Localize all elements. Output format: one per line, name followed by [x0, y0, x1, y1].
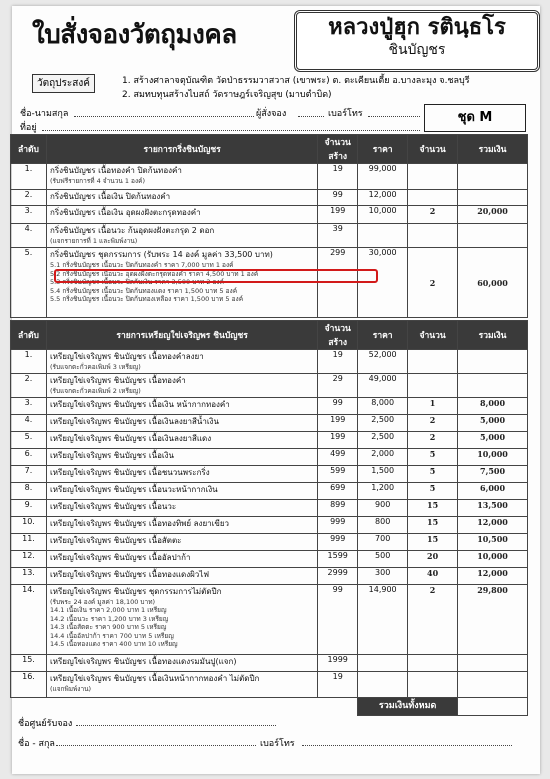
phone-field[interactable] [368, 116, 420, 117]
row-no: 13. [11, 568, 47, 585]
row-no: 6. [11, 449, 47, 466]
row-price: 14,900 [358, 585, 408, 655]
col-qty: จำนวน [408, 321, 458, 350]
row-made: 1599 [318, 551, 358, 568]
row-price: 900 [358, 500, 408, 517]
row-item: กริ่งชินบัญชร เนื้อเงิน ปิดก้นทองคำ [46, 190, 317, 206]
col-made: จำนวนสร้าง [318, 135, 358, 164]
col-total: รวมเงิน [458, 135, 528, 164]
row-total[interactable] [458, 350, 528, 374]
receiver-field[interactable] [76, 725, 276, 726]
row-item: กริ่งชินบัญชร เนื้อเงิน อุดผงฝังตะกรุดทองคำ [46, 206, 317, 224]
coin-items-table [10, 320, 528, 716]
table-row [11, 585, 528, 655]
row-item: เหรียญใข่เจริญพร ชินบัญชร เนื้อนวะหน้ากากเงิน [46, 483, 317, 500]
table-row [11, 500, 528, 517]
table-row [11, 164, 528, 190]
row-item: กริ่งชินบัญชร เนื้อนวะ ก้นอุดผงฝังตะกรุด 2 ดอก (แจกรายการที่ 1 และพิมพ์งาน) [46, 224, 317, 248]
row-total[interactable]: 20,000 [458, 206, 528, 224]
row-total[interactable]: 7,500 [458, 466, 528, 483]
row-no: 1. [11, 164, 47, 190]
row-made: 999 [318, 517, 358, 534]
row-price: 1,200 [358, 483, 408, 500]
row-item: เหรียญใข่เจริญพร ชินบัญชร เนื้ออัลปาก้า [46, 551, 317, 568]
receiver-label: ชื่อศูนย์รับจอง [18, 719, 73, 729]
address-field[interactable] [42, 130, 420, 131]
row-price: 30,000 [358, 248, 408, 318]
col-no: ลำดับ [11, 135, 47, 164]
row-price: 12,000 [358, 190, 408, 206]
row-made: 599 [318, 466, 358, 483]
row-item: เหรียญใข่เจริญพร ชินบัญชร ชุดกรรมการไม่ตัดปีก (รับพระ 24 องค์ มูลค่า 18,100 บาท) 14.1 เนื้อเงิน ราคา 2,000 บาท 1 เหรียญ 14.2 เนื้อนวะ ราคา 1,200 บาท 3 เหรียญ 14.3 เนื้อสัตตะ ราคา 900 บาท 5 เหรียญ 14.4 เนื้ออัลปาก้า ราคา 700 บาท 5 เหรียญ 14.5 เนื้อทองแดง ราคา 400 บาท 10 เหรียญ [46, 585, 317, 655]
row-made: 19 [318, 164, 358, 190]
row-price: 300 [358, 568, 408, 585]
table-row [11, 398, 528, 415]
row-made: 299 [318, 248, 358, 318]
row-made: 199 [318, 415, 358, 432]
brand-name: หลวงปู่ฮุก รตินฺธโร [328, 15, 506, 40]
name-label: ชื่อ-นามสกุล [20, 109, 69, 119]
subitem: 5.3 กริ่งชินบัญชร เนื้อนวะ ปิดก้นเงิน ราคา 3,500 บาท 2 องค์ [49, 278, 224, 286]
row-qty[interactable] [408, 655, 458, 672]
row-no: 4. [11, 224, 47, 248]
row-no: 1. [11, 350, 47, 374]
row-price: 10,000 [358, 206, 408, 224]
row-item: เหรียญใข่เจริญพร ชินบัญชร เนื้อเงิน [46, 449, 317, 466]
row-qty[interactable]: 40 [408, 568, 458, 585]
row-total[interactable]: 60,000 [458, 248, 528, 318]
name-field[interactable] [74, 116, 254, 117]
objective-tag: วัตถุประสงค์ [32, 74, 95, 93]
row-qty[interactable]: 1 [408, 398, 458, 415]
row-qty[interactable] [408, 164, 458, 190]
row-price: 99,000 [358, 164, 408, 190]
row-price: 52,000 [358, 350, 408, 374]
table-row [11, 534, 528, 551]
footer-name-label: ชื่อ - สกุล [18, 739, 55, 749]
row-qty[interactable]: 15 [408, 534, 458, 551]
footer-phone-label: เบอร์โทร [260, 739, 295, 749]
row-qty[interactable] [408, 350, 458, 374]
row-made: 499 [318, 449, 358, 466]
objective-1: 1. สร้างศาลาจตุบัณฑิต วัดป่าธรรมวาสวาส (เขาพระ) ต. ตะเคียนเตี้ย อ.บางละมุง จ.ชลบุรี [122, 76, 470, 86]
col-made: จำนวนสร้าง [318, 321, 358, 350]
col-item: รายการกริ่งชินบัญชร [46, 135, 317, 164]
table-row [11, 350, 528, 374]
row-no: 9. [11, 500, 47, 517]
row-no: 12. [11, 551, 47, 568]
row-item: เหรียญใข่เจริญพร ชินบัญชร เนื้อชนวนพระกริ่ง [46, 466, 317, 483]
table-row [11, 672, 528, 698]
brand-logo-box [294, 10, 540, 72]
subitem: 5.1 กริ่งชินบัญชร เนื้อนวะ ปิดก้นทองคำ ราคา 7,000 บาท 1 องค์ [49, 261, 234, 269]
table-row [11, 466, 528, 483]
row-total[interactable]: 10,500 [458, 534, 528, 551]
row-price: 700 [358, 534, 408, 551]
row-qty[interactable] [408, 190, 458, 206]
row-item: เหรียญใข่เจริญพร ชินบัญชร เนื้อเงินหน้ากากทองคำ ไม่ตัดปีก (แจกพิมพ์งาน) [46, 672, 317, 698]
row-no: 10. [11, 517, 47, 534]
row-item: เหรียญใข่เจริญพร ชินบัญชร เนื้อทองคำ (รับแจกตะกั่วคอเพิมพ์ 2 เหรียญ) [46, 374, 317, 398]
row-no: 7. [11, 466, 47, 483]
row-qty[interactable]: 20 [408, 551, 458, 568]
table-row [11, 517, 528, 534]
row-price: 2,000 [358, 449, 408, 466]
row-no: 14. [11, 585, 47, 655]
subitem: 14.5 เนื้อทองแดง ราคา 400 บาท 10 เหรียญ [49, 640, 178, 648]
row-no: 16. [11, 672, 47, 698]
row-no: 3. [11, 206, 47, 224]
row-item: กริ่งชินบัญชร เนื้อทองคำ ปิดก้นทองคำ (รับฟรีรายการที่ 4 จำนวน 1 องค์) [46, 164, 317, 190]
table-row [11, 224, 528, 248]
row-no: 5. [11, 432, 47, 449]
col-price: ราคา [358, 135, 408, 164]
subitem: 5.2 กริ่งชินบัญชร เนื้อนวะ อุดผงฝังตะกรุดทองคำ ราคา 4,500 บาท 1 องค์ [49, 269, 259, 278]
set-label-box: ชุด M [424, 104, 526, 132]
row-price: 1,500 [358, 466, 408, 483]
row-item: เหรียญใข่เจริญพร ชินบัญชร เนื้อนวะ [46, 500, 317, 517]
table-row [11, 374, 528, 398]
col-total: รวมเงิน [458, 321, 528, 350]
krin-items-table [10, 134, 528, 318]
highlight-circle [54, 269, 378, 283]
subitem: 14.1 เนื้อเงิน ราคา 2,000 บาท 1 เหรียญ [49, 606, 167, 614]
col-no: ลำดับ [11, 321, 47, 350]
row-qty[interactable] [408, 374, 458, 398]
row-total[interactable]: 12,000 [458, 568, 528, 585]
form-title: ใบสั่งจองวัตถุมงคล [32, 20, 237, 50]
row-price [358, 672, 408, 698]
subitem: 14.4 เนื้ออัลปาก้า ราคา 700 บาท 5 เหรียญ [49, 631, 174, 640]
table-row [11, 432, 528, 449]
subitem: 14.2 เนื้อนวะ ราคา 1,200 บาท 3 เหรียญ [49, 614, 169, 623]
table-row [11, 206, 528, 224]
footer-phone-field[interactable] [302, 745, 512, 746]
subitem: 5.4 กริ่งชินบัญชร เนื้อนวะ ปิดก้นทองแดง ราคา 1,500 บาท 5 องค์ [49, 286, 238, 295]
footer-name-field[interactable] [56, 745, 256, 746]
row-item: เหรียญใข่เจริญพร ชินบัญชร เนื้อสัตตะ [46, 534, 317, 551]
row-qty[interactable]: 5 [408, 449, 458, 466]
objectives [122, 74, 470, 102]
row-total[interactable]: 5,000 [458, 415, 528, 432]
grand-total-label: รวมเงินทั้งหมด [358, 698, 458, 716]
row-price: 2,500 [358, 415, 408, 432]
row-no: 11. [11, 534, 47, 551]
row-item: เหรียญใข่เจริญพร ชินบัญชร เนื้อทองแดงผิวไฟ [46, 568, 317, 585]
objective-2: 2. สมทบทุนสร้างไบสถ์ วัดราษฎร์เจริญสุข (มาบตำบิด) [122, 90, 332, 100]
row-qty[interactable]: 2 [408, 415, 458, 432]
row-made: 99 [318, 398, 358, 415]
row-qty[interactable]: 2 [408, 248, 458, 318]
row-qty[interactable]: 2 [408, 206, 458, 224]
grand-total-row [11, 698, 528, 716]
row-qty[interactable]: 2 [408, 432, 458, 449]
row-no: 5. [11, 248, 47, 318]
row-total[interactable]: 10,000 [458, 551, 528, 568]
row-total[interactable] [458, 190, 528, 206]
row-price: 500 [358, 551, 408, 568]
row-qty[interactable] [408, 672, 458, 698]
subitem: 14.3 เนื้อสัตตะ ราคา 900 บาท 5 เหรียญ [49, 623, 167, 631]
row-made: 2999 [318, 568, 358, 585]
row-made: 1999 [318, 655, 358, 672]
row-qty[interactable]: 15 [408, 517, 458, 534]
table-row [11, 551, 528, 568]
row-made: 99 [318, 585, 358, 655]
row-total[interactable]: 29,800 [458, 585, 528, 655]
row-made: 19 [318, 350, 358, 374]
row-made: 39 [318, 224, 358, 248]
row-total[interactable] [458, 164, 528, 190]
row-price [358, 655, 408, 672]
col-item: รายการเหรียญใข่เจริญพร ชินบัญชร [46, 321, 317, 350]
row-qty[interactable]: 5 [408, 483, 458, 500]
orderer-label: ผู้สั่งจอง [256, 109, 287, 119]
row-no: 2. [11, 190, 47, 206]
row-item: เหรียญใข่เจริญพร ชินบัญชร เนื้อทองคำลงยา (รับแจกตะกั่วคอเพิมพ์ 3 เหรียญ) [46, 350, 317, 374]
row-made: 899 [318, 500, 358, 517]
row-made: 99 [318, 190, 358, 206]
row-item: เหรียญใข่เจริญพร ชินบัญชร เนื้อทองแดงรมมันปู(แจก) [46, 655, 317, 672]
row-item: เหรียญใข่เจริญพร ชินบัญชร เนื้อทองทิพย์ ลงยาเขียว [46, 517, 317, 534]
row-price [358, 224, 408, 248]
row-total[interactable]: 10,000 [458, 449, 528, 466]
row-price: 8,000 [358, 398, 408, 415]
row-total[interactable]: 5,000 [458, 432, 528, 449]
row-item: เหรียญใข่เจริญพร ชินบัญชร เนื้อเงินลงยาสีแดง [46, 432, 317, 449]
row-made: 199 [318, 432, 358, 449]
col-price: ราคา [358, 321, 408, 350]
row-qty[interactable]: 5 [408, 466, 458, 483]
order-form-sheet [12, 6, 540, 774]
row-made: 199 [318, 206, 358, 224]
table-row [11, 415, 528, 432]
table-row [11, 655, 528, 672]
row-total[interactable]: 13,500 [458, 500, 528, 517]
orderer-field[interactable] [298, 116, 324, 117]
row-total[interactable] [458, 672, 528, 698]
row-qty[interactable] [408, 224, 458, 248]
row-total[interactable]: 12,000 [458, 517, 528, 534]
table-row [11, 449, 528, 466]
row-total[interactable]: 8,000 [458, 398, 528, 415]
row-no: 4. [11, 415, 47, 432]
address-label: ที่อยู่ [20, 123, 37, 133]
row-no: 2. [11, 374, 47, 398]
table-row [11, 190, 528, 206]
table-row [11, 568, 528, 585]
row-made: 29 [318, 374, 358, 398]
row-price: 49,000 [358, 374, 408, 398]
row-item: เหรียญใข่เจริญพร ชินบัญชร เนื้อเงินลงยาสีน้ำเงิน [46, 415, 317, 432]
row-made: 699 [318, 483, 358, 500]
subitem: 5.5 กริ่งชินบัญชร เนื้อนวะ ปิดก้นทองเหลือง ราคา 1,500 บาท 5 องค์ [49, 295, 244, 303]
row-qty[interactable]: 15 [408, 500, 458, 517]
row-made: 999 [318, 534, 358, 551]
table-row [11, 483, 528, 500]
row-qty[interactable]: 2 [408, 585, 458, 655]
row-total[interactable] [458, 655, 528, 672]
row-no: 8. [11, 483, 47, 500]
row-total[interactable] [458, 224, 528, 248]
row-no: 3. [11, 398, 47, 415]
row-made: 19 [318, 672, 358, 698]
col-qty: จำนวน [408, 135, 458, 164]
row-item: เหรียญใข่เจริญพร ชินบัญชร เนื้อเงิน หน้ากากทองคำ [46, 398, 317, 415]
row-total[interactable] [458, 374, 528, 398]
row-price: 2,500 [358, 432, 408, 449]
row-item: กริ่งชินบัญชร ชุดกรรมการ (รับพระ 14 องค์ มูลค่า 33,500 บาท) 5.1 กริ่งชินบัญชร เนื้อนวะ ปิดก้นทองคำ ราคา 7,000 บาท 1 องค์ 5.2 กริ่งชินบัญชร เนื้อนวะ อุดผงฝังตะกรุดทองคำ ราคา 4,500 บาท 1 องค์ 5.3 กริ่งชินบัญชร เนื้อนวะ ปิดก้นเงิน ราคา 3,500 บาท 2 องค์ 5.4 กริ่งชินบัญชร เนื้อนวะ ปิดก้นทองแดง ราคา 1,500 บาท 5 องค์ 5.5 กริ่งชินบัญชร เนื้อนวะ ปิดก้นทองเหลือง ราคา 1,500 บาท 5 องค์ [46, 248, 317, 318]
row-no: 15. [11, 655, 47, 672]
grand-total-value[interactable] [458, 698, 528, 716]
phone-label: เบอร์โทร [328, 109, 363, 119]
row-total[interactable]: 6,000 [458, 483, 528, 500]
row-price: 800 [358, 517, 408, 534]
brand-subtitle: ชินบัญชร [388, 42, 446, 58]
